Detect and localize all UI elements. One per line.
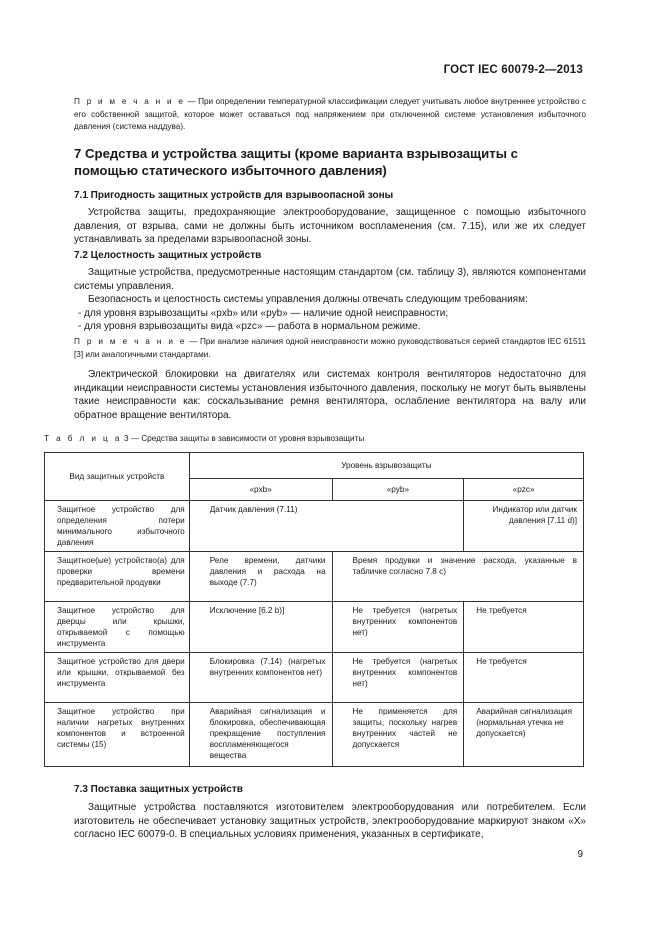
table-row (45, 552, 584, 602)
header-device-type: Вид защитных устройств (45, 453, 190, 501)
cell-device: Защитное устройство для дверцы или крышки, открываемой с помощью инструмента (45, 602, 190, 653)
section-7-3-paragraph: Защитные устройства поставляются изготовителем электрооборудования или потребителем. Если изготовитель не обеспечивает установку защитных устройств, электрооборудование маркируют знаком «X» согласно IEC 60079-0. В специальных условиях применения, указанных в сертификате, (74, 802, 586, 840)
header-pyb: «pyb» (332, 479, 464, 501)
section-7-2-paragraph-3: Электрической блокировки на двигателях или системах контроля вентиляторов недостаточно для индикации неисправности системы установления избыточного давления, поскольку не могут быть выявлены такие неисправности как: соскальзывание ремня вентилятора, ослабление вентилятора на валу или обратное вращение вентилятора. (74, 369, 586, 421)
cell-device: Защитное устройство при наличии нагретых внутренних компонентов и встроенной системы (15) (45, 703, 190, 767)
caption-text: 3 — Средства защиты в зависимости от уровня взрывозащиты (121, 434, 365, 443)
section-7-2-paragraph-3-block (74, 368, 586, 422)
cell-pxb-pyb: Датчик давления (7.11) (189, 501, 464, 552)
section-7-2-text (74, 266, 586, 334)
page-number: 9 (577, 849, 583, 860)
list-item: - для уровня взрывозащиты вида «pzc» — работа в нормальном режиме. (78, 321, 421, 332)
cell-device: Защитное устройство для двери или крышки, открываемой без инструмента (45, 653, 190, 703)
table-row (45, 501, 584, 552)
section-7-2-paragraph-2: Безопасность и целостность системы управления должны отвечать следующим требованиям: (88, 294, 528, 305)
cell-pyb: Не применяется для защиты, поскольку нагрев внутренних частей не допускается (332, 703, 464, 767)
header-pzc: «pzc» (464, 479, 584, 501)
section-7-3-text (74, 801, 586, 842)
list-item: - для уровня взрывозащиты «pxb» или «pyb» — наличие одной неисправности; (78, 307, 449, 319)
section-7-2-paragraph-1: Защитные устройства, предусмотренные настоящим стандартом (см. таблицу 3), являются компонентами системы управления. (74, 267, 586, 292)
header-protection-level: Уровень взрывозащиты (189, 453, 583, 479)
note-single-fault (74, 336, 586, 361)
cell-pzc: Не требуется (464, 653, 584, 703)
table-row (45, 653, 584, 703)
cell-pyb-pzc: Время продувки и значение расхода, указанные в табличке согласно 7.8 с) (332, 552, 584, 602)
header-pxb: «pxb» (189, 479, 332, 501)
cell-pxb: Исключение [6.2 b)] (189, 602, 332, 653)
cell-device: Защитное(ые) устройство(а) для проверки времени предварительной продувки (45, 552, 190, 602)
cell-pxb: Блокировка (7.14) (нагретых внутренних компонентов нет) (189, 653, 332, 703)
cell-pxb: Аварийная сигнализация и блокировка, обеспечивающая прекращение поступления воспламеняющегося вещества (189, 703, 332, 767)
cell-pxb: Реле времени, датчики давления и расхода на выходе (7.7) (189, 552, 332, 602)
document-header: ГОСТ IEC 60079-2—2013 (443, 64, 583, 76)
section-7-1-paragraph: Устройства защиты, предохраняющие электрооборудование, защищенное с помощью избыточного давления, от взрыва, сами не должны быть источником воспламенения (см. 7.15), или же их следует устанавливать за пределами взрывоопасной зоны. (74, 207, 586, 245)
cell-pzc: Аварийная сигнализация (нормальная утечка не допускается) (464, 703, 584, 767)
note-temperature-classification (74, 96, 586, 134)
cell-pzc: Индикатор или датчик давления [7.11 d)] (464, 501, 584, 552)
table-row (45, 602, 584, 653)
cell-device: Защитное устройство для определения потери минимального избыточного давления (45, 501, 190, 552)
note-text: — При определении температурной классификации следует учитывать любое внутреннее устройство с его собственной защитой, которое может оставаться под напряжением при отключенной системе установления избыточного давления (система наддува). (74, 97, 586, 132)
table-3-caption (44, 434, 364, 443)
section-7-3-title: 7.3 Поставка защитных устройств (74, 784, 243, 795)
cell-pyb: Не требуется (нагретых внутренних компонентов нет) (332, 602, 464, 653)
note-label: П р и м е ч а н и е (74, 337, 187, 346)
cell-pzc: Не требуется (464, 602, 584, 653)
cell-pyb: Не требуется (нагретых внутренних компонентов нет) (332, 653, 464, 703)
section-7-1-title: 7.1 Пригодность защитных устройств для взрывоопасной зоны (74, 190, 394, 201)
caption-label: Т а б л и ц а (44, 434, 122, 443)
table-row (45, 703, 584, 767)
table-3 (44, 452, 584, 767)
section-7-1-text (74, 206, 586, 247)
note-text: — При анализе наличия одной неисправности можно руководствоваться серией стандартов IEC 61511 [3] или аналогичными стандартами. (74, 337, 587, 359)
note-label: П р и м е ч а н и е (74, 97, 186, 106)
section-7-title: 7 Средства и устройства защиты (кроме варианта взрывозащиты с помощью статического избыточного давления) (74, 146, 519, 178)
section-7-2-title: 7.2 Целостность защитных устройств (74, 250, 262, 261)
